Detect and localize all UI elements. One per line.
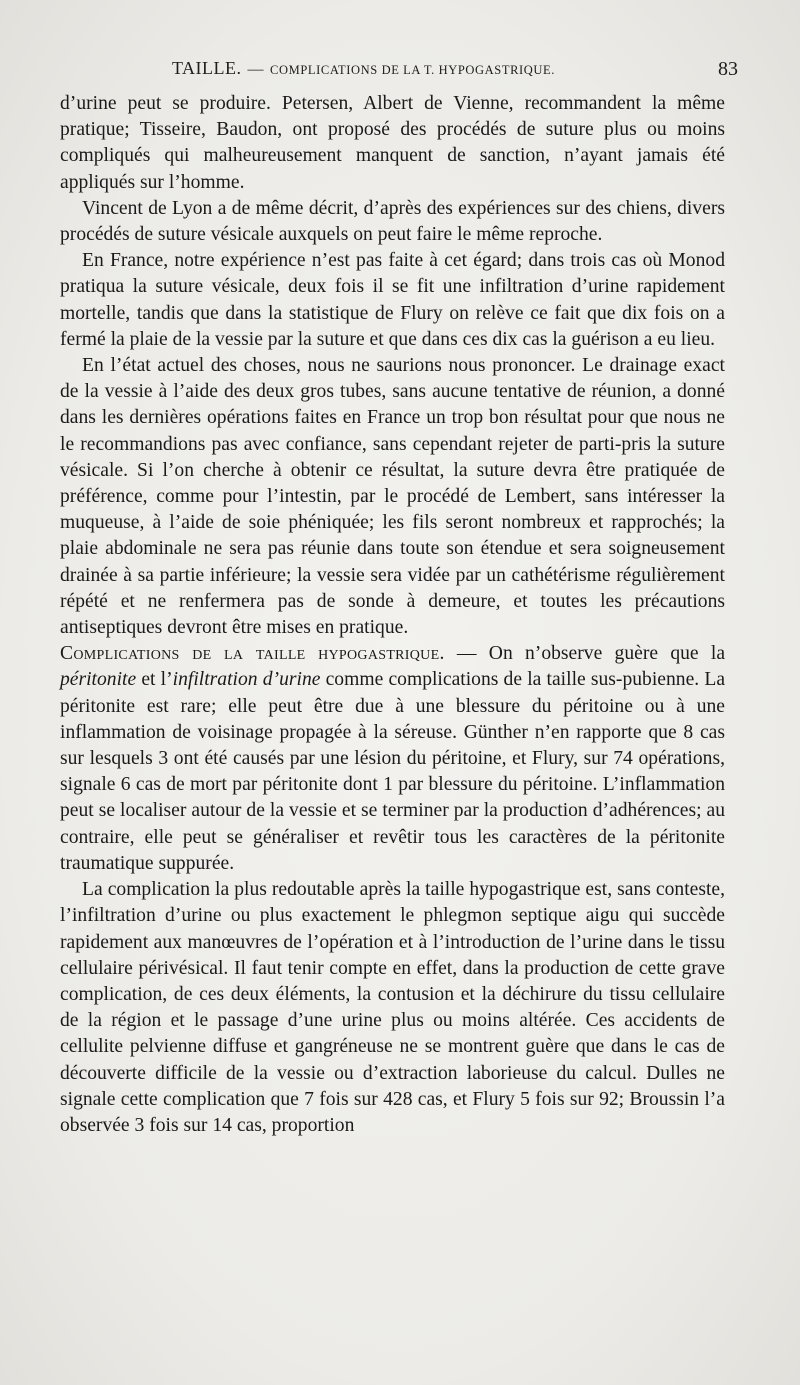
- text-segment: et l’: [136, 669, 173, 691]
- paragraph-complications: [60, 641, 725, 877]
- paragraph-3: En France, notre expérience n’est pas faite à cet égard; dans trois cas où Monod pratiqua la suture vésicale, deux fois il se fit une infiltration d’urine rapidement mortelle, tandis que dans la statistique de Flury on relève ce fait que dix fois on a fermé la plaie de la vessie par la suture et que dans ces dix cas la guérison a eu lieu.: [60, 250, 725, 350]
- heading-dash: —: [444, 643, 489, 665]
- running-header-title: [172, 58, 555, 79]
- italic-term-peritonite: péritonite: [60, 669, 137, 691]
- page-number: 83: [718, 58, 738, 80]
- paragraph-4: En l’état actuel des choses, nous ne saurions nous prononcer. Le drainage exact de la vessie à l’aide des deux gros tubes, sans aucune tentative de réunion, a donné dans les dernières opérations faites en France un trop bon résultat pour que nous ne le recommandions pas avec confiance, sans cependant rejeter de parti-pris la suture vésicale. Si l’on cherche à obtenir ce résultat, la suture devra être pratiquée de préférence, comme pour l’intestin, par le procédé de Lembert, sans intéresser la muqueuse, à l’aide de soie phéniquée; les fils seront nombreux et rapprochés; la plaie abdominale ne sera pas réunie dans toute son étendue et sera soigneusement drainée à sa partie inférieure; la vessie sera vidée par un cathétérisme régulièrement répété et ne renfermera pas de sonde à demeure, et toutes les précautions antiseptiques devront être mises en pratique.: [60, 355, 725, 639]
- header-dash: —: [247, 61, 265, 78]
- section-heading: Complications de la taille hypogastrique.: [60, 643, 445, 665]
- text-segment: comme complications de la taille sus-pubienne. La péritonite est rare; elle peut être due à une blessure du péritoine ou à une inflammation de voisinage propagée à la séreuse. Günther n’en rapporte que 8 cas sur lesquels 3 ont été causés par une lésion du péritoine, et Flury, sur 74 opérations, signale 6 cas de mort par péritonite dont 1 par blessure du péritoine. L’inflammation peut se localiser autour de la vessie et se terminer par la production d’adhérences; au contraire, elle peut se généraliser et revêtir tous les caractères de la péritonite traumatique suppurée.: [60, 669, 726, 874]
- running-header: [60, 58, 740, 88]
- text-segment: On n’observe guère que la: [488, 643, 726, 665]
- section-title: COMPLICATIONS DE LA T. HYPOGASTRIQUE.: [270, 63, 555, 77]
- paragraph-1: d’urine peut se produire. Petersen, Albert de Vienne, recommandent la même pratique; Tisseire, Baudon, ont proposé des procédés de suture plus ou moins compliqués qui malheureusement manquent de sanction, n’ayant jamais été appliqués sur l’homme.: [60, 93, 725, 193]
- running-title: TAILLE.: [172, 58, 242, 78]
- paragraph-2: Vincent de Lyon a de même décrit, d’après des expériences sur des chiens, divers procédés de suture vésicale auxquels on peut faire le même reproche.: [60, 197, 725, 246]
- italic-term-infiltration: infiltration d’urine: [172, 669, 321, 691]
- paragraph-6: La complication la plus redoutable après la taille hypogastrique est, sans conteste, l’infiltration d’urine ou plus exactement le phlegmon septique aigu qui succède rapidement aux manœuvres de l’opération et à l’introduction de l’urine dans le tissu cellulaire périvésical. Il faut tenir compte en effet, dans la production de cette grave complication, de ces deux éléments, la contusion et la déchirure du tissu cellulaire de la région et le passage d’une urine plus ou moins altérée. Ces accidents de cellulite pelvienne diffuse et gangréneuse ne se montrent guère que dans le cas de découverte difficile de la vessie ou d’extraction laborieuse du calcul. Dulles ne signale cette complication que 7 fois sur 428 cas, et Flury 5 fois sur 92; Broussin l’a observée 3 fois sur 14 cas, proportion: [60, 879, 725, 1136]
- body-text: [60, 91, 725, 1139]
